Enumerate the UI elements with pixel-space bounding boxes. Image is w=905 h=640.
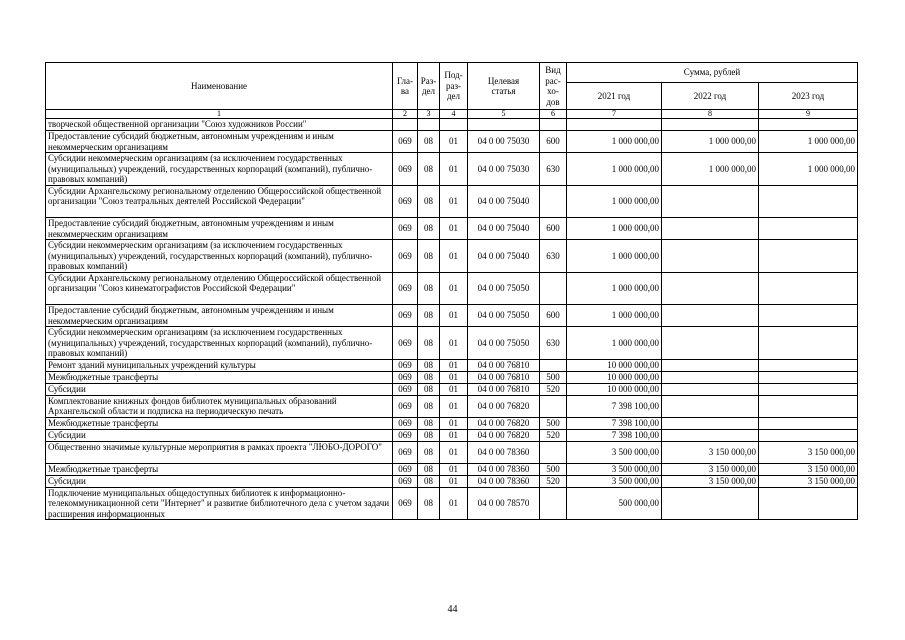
colnum: 2 <box>393 110 418 119</box>
row-podrazdel-cell: 01 <box>440 429 468 441</box>
row-razdel-cell: 08 <box>418 272 440 305</box>
header-razdel: Раз- дел <box>418 63 440 110</box>
row-sum-2022-cell: 3 150 000,00 <box>662 463 759 475</box>
row-target-cell: 04 0 00 75050 <box>468 327 540 360</box>
table-row <box>46 218 858 240</box>
row-podrazdel-cell: 01 <box>440 371 468 383</box>
row-razdel-cell: 08 <box>418 359 440 371</box>
row-target-cell: 04 0 00 75050 <box>468 272 540 305</box>
row-sum-2021-cell: 3 500 000,00 <box>567 463 662 475</box>
row-target-cell: 04 0 00 76810 <box>468 371 540 383</box>
table-row <box>46 441 858 463</box>
row-sum-2023-cell <box>759 240 858 273</box>
row-sum-2023-cell <box>759 119 858 131</box>
row-podrazdel-cell: 01 <box>440 395 468 417</box>
row-podrazdel-cell <box>440 119 468 131</box>
table-row <box>46 359 858 371</box>
row-sum-2021-cell: 1 000 000,00 <box>567 185 662 218</box>
row-glava-cell: 069 <box>393 429 418 441</box>
header-2022: 2022 год <box>662 83 759 110</box>
row-target-cell: 04 0 00 75030 <box>468 153 540 186</box>
row-sum-2023-cell <box>759 327 858 360</box>
row-vid-cell: 500 <box>540 463 567 475</box>
row-target-cell: 04 0 00 76820 <box>468 417 540 429</box>
row-target-cell: 04 0 00 76810 <box>468 359 540 371</box>
row-target-cell: 04 0 00 78360 <box>468 463 540 475</box>
row-sum-2022-cell <box>662 417 759 429</box>
row-target-cell: 04 0 00 78360 <box>468 475 540 487</box>
row-sum-2021-cell <box>567 119 662 131</box>
row-podrazdel-cell: 01 <box>440 185 468 218</box>
row-razdel-cell: 08 <box>418 441 440 463</box>
row-sum-2021-cell: 1 000 000,00 <box>567 153 662 186</box>
row-glava-cell: 069 <box>393 153 418 186</box>
row-target-cell: 04 0 00 76820 <box>468 429 540 441</box>
table-row <box>46 185 858 218</box>
row-glava-cell: 069 <box>393 305 418 327</box>
row-name-cell: Субсидии некоммерческим организациям (за исключением государственных (муниципальных) учреждений, государственных корпораций (компаний), публично-правовых компаний) <box>46 327 393 360</box>
row-target-cell: 04 0 00 75030 <box>468 131 540 153</box>
header-2021: 2021 год <box>567 83 662 110</box>
row-razdel-cell: 08 <box>418 475 440 487</box>
row-razdel-cell: 08 <box>418 487 440 520</box>
header-glava: Гла- ва <box>393 63 418 110</box>
row-razdel-cell: 08 <box>418 429 440 441</box>
row-target-cell <box>468 119 540 131</box>
row-sum-2022-cell <box>662 305 759 327</box>
row-name-cell: Подключение муниципальных общедоступных библиотек к информационно-телекоммуникационной сети "Интернет" и развитие библиотечного дела с учетом задачи расширения информационных <box>46 487 393 520</box>
row-vid-cell: 600 <box>540 305 567 327</box>
table-row <box>46 153 858 186</box>
row-name-cell: Ремонт зданий муниципальных учреждений культуры <box>46 359 393 371</box>
row-sum-2021-cell: 1 000 000,00 <box>567 327 662 360</box>
row-podrazdel-cell: 01 <box>440 272 468 305</box>
row-vid-cell: 520 <box>540 475 567 487</box>
row-razdel-cell: 08 <box>418 395 440 417</box>
row-glava-cell: 069 <box>393 359 418 371</box>
row-razdel-cell: 08 <box>418 327 440 360</box>
colnum: 8 <box>662 110 759 119</box>
budget-table <box>45 62 858 520</box>
row-sum-2023-cell <box>759 429 858 441</box>
row-sum-2021-cell: 3 500 000,00 <box>567 475 662 487</box>
row-vid-cell: 630 <box>540 327 567 360</box>
row-podrazdel-cell: 01 <box>440 487 468 520</box>
table-row <box>46 463 858 475</box>
row-sum-2023-cell <box>759 371 858 383</box>
row-sum-2022-cell <box>662 327 759 360</box>
colnum: 1 <box>46 110 393 119</box>
row-sum-2023-cell: 3 150 000,00 <box>759 475 858 487</box>
row-sum-2022-cell <box>662 371 759 383</box>
row-glava-cell: 069 <box>393 185 418 218</box>
table-row <box>46 272 858 305</box>
row-name-cell: Субсидии Архангельскому региональному отделению Общероссийской общественной организации "Союз кинематографистов Российской Федерации" <box>46 272 393 305</box>
row-sum-2021-cell: 7 398 100,00 <box>567 417 662 429</box>
table-row <box>46 417 858 429</box>
row-glava-cell: 069 <box>393 475 418 487</box>
row-name-cell: Предоставление субсидий бюджетным, автономным учреждениям и иным некоммерческим организациям <box>46 131 393 153</box>
row-sum-2022-cell <box>662 185 759 218</box>
row-razdel-cell: 08 <box>418 185 440 218</box>
row-name-cell: Субсидии некоммерческим организациям (за исключением государственных (муниципальных) учреждений, государственных корпораций (компаний), публично-правовых компаний) <box>46 153 393 186</box>
header-2023: 2023 год <box>759 83 858 110</box>
row-podrazdel-cell: 01 <box>440 475 468 487</box>
row-podrazdel-cell: 01 <box>440 359 468 371</box>
row-sum-2021-cell: 10 000 000,00 <box>567 359 662 371</box>
row-vid-cell <box>540 119 567 131</box>
row-name-cell: Межбюджетные трансферты <box>46 417 393 429</box>
row-podrazdel-cell: 01 <box>440 218 468 240</box>
colnum: 7 <box>567 110 662 119</box>
row-podrazdel-cell: 01 <box>440 305 468 327</box>
row-sum-2021-cell: 1 000 000,00 <box>567 272 662 305</box>
row-sum-2023-cell <box>759 487 858 520</box>
table-row <box>46 371 858 383</box>
row-name-cell: Субсидии некоммерческим организациям (за исключением государственных (муниципальных) учреждений, государственных корпораций (компаний), публично-правовых компаний) <box>46 240 393 273</box>
row-podrazdel-cell: 01 <box>440 417 468 429</box>
row-vid-cell <box>540 395 567 417</box>
row-target-cell: 04 0 00 75040 <box>468 185 540 218</box>
row-name-cell: Межбюджетные трансферты <box>46 371 393 383</box>
header-sum: Сумма, рублей <box>567 63 858 83</box>
row-podrazdel-cell: 01 <box>440 131 468 153</box>
row-razdel-cell <box>418 119 440 131</box>
row-sum-2023-cell: 1 000 000,00 <box>759 153 858 186</box>
header-vid: Вид рас- хо- дов <box>540 63 567 110</box>
row-target-cell: 04 0 00 75040 <box>468 218 540 240</box>
table-row <box>46 305 858 327</box>
table-row <box>46 240 858 273</box>
row-name-cell: Субсидии <box>46 475 393 487</box>
row-sum-2021-cell: 7 398 100,00 <box>567 429 662 441</box>
row-vid-cell: 600 <box>540 131 567 153</box>
table-row <box>46 327 858 360</box>
row-vid-cell <box>540 359 567 371</box>
row-razdel-cell: 08 <box>418 240 440 273</box>
row-sum-2021-cell: 1 000 000,00 <box>567 305 662 327</box>
row-sum-2023-cell <box>759 272 858 305</box>
row-sum-2023-cell <box>759 383 858 395</box>
row-vid-cell: 600 <box>540 218 567 240</box>
row-glava-cell: 069 <box>393 327 418 360</box>
row-sum-2021-cell: 10 000 000,00 <box>567 371 662 383</box>
table-row <box>46 487 858 520</box>
table-row <box>46 429 858 441</box>
header-target: Целевая статья <box>468 63 540 110</box>
row-target-cell: 04 0 00 78360 <box>468 441 540 463</box>
row-glava-cell: 069 <box>393 441 418 463</box>
row-sum-2021-cell: 10 000 000,00 <box>567 383 662 395</box>
row-sum-2022-cell <box>662 240 759 273</box>
row-sum-2022-cell <box>662 383 759 395</box>
row-sum-2023-cell: 3 150 000,00 <box>759 463 858 475</box>
colnum: 6 <box>540 110 567 119</box>
row-sum-2022-cell <box>662 487 759 520</box>
table-row <box>46 475 858 487</box>
row-name-cell: Субсидии <box>46 429 393 441</box>
row-podrazdel-cell: 01 <box>440 327 468 360</box>
row-vid-cell: 520 <box>540 383 567 395</box>
table-row <box>46 131 858 153</box>
row-vid-cell <box>540 487 567 520</box>
row-razdel-cell: 08 <box>418 417 440 429</box>
row-target-cell: 04 0 00 78570 <box>468 487 540 520</box>
row-vid-cell: 500 <box>540 417 567 429</box>
row-razdel-cell: 08 <box>418 305 440 327</box>
row-glava-cell: 069 <box>393 383 418 395</box>
row-sum-2022-cell <box>662 218 759 240</box>
row-glava-cell: 069 <box>393 487 418 520</box>
row-vid-cell: 500 <box>540 371 567 383</box>
row-sum-2023-cell <box>759 305 858 327</box>
row-sum-2021-cell: 500 000,00 <box>567 487 662 520</box>
table-header <box>46 63 858 119</box>
row-name-cell: Субсидии Архангельскому региональному отделению Общероссийской общественной организации "Союз театральных деятелей Российской Федерации" <box>46 185 393 218</box>
row-podrazdel-cell: 01 <box>440 383 468 395</box>
row-name-cell: Субсидии <box>46 383 393 395</box>
row-glava-cell: 069 <box>393 272 418 305</box>
row-podrazdel-cell: 01 <box>440 441 468 463</box>
row-sum-2022-cell <box>662 395 759 417</box>
row-podrazdel-cell: 01 <box>440 240 468 273</box>
row-sum-2023-cell <box>759 395 858 417</box>
row-target-cell: 04 0 00 75040 <box>468 240 540 273</box>
row-sum-2023-cell <box>759 185 858 218</box>
row-sum-2023-cell: 1 000 000,00 <box>759 131 858 153</box>
row-podrazdel-cell: 01 <box>440 463 468 475</box>
header-podrazdel: Под- раз- дел <box>440 63 468 110</box>
colnum: 4 <box>440 110 468 119</box>
row-sum-2021-cell: 1 000 000,00 <box>567 131 662 153</box>
row-name-cell: Предоставление субсидий бюджетным, автономным учреждениям и иным некоммерческим организациям <box>46 305 393 327</box>
row-podrazdel-cell: 01 <box>440 153 468 186</box>
row-sum-2021-cell: 1 000 000,00 <box>567 240 662 273</box>
row-sum-2022-cell <box>662 272 759 305</box>
row-sum-2022-cell: 3 150 000,00 <box>662 475 759 487</box>
row-vid-cell <box>540 272 567 305</box>
row-glava-cell: 069 <box>393 131 418 153</box>
row-glava-cell: 069 <box>393 218 418 240</box>
row-razdel-cell: 08 <box>418 383 440 395</box>
table-row <box>46 119 858 131</box>
row-vid-cell: 630 <box>540 240 567 273</box>
colnum: 9 <box>759 110 858 119</box>
row-name-cell: Предоставление субсидий бюджетным, автономным учреждениям и иным некоммерческим организациям <box>46 218 393 240</box>
row-name-cell: Общественно значимые культурные мероприятия в рамках проекта "ЛЮБО-ДОРОГО" <box>46 441 393 463</box>
page-number: 44 <box>447 604 458 615</box>
column-numbers-row <box>46 110 858 119</box>
row-sum-2021-cell: 7 398 100,00 <box>567 395 662 417</box>
row-glava-cell: 069 <box>393 463 418 475</box>
row-target-cell: 04 0 00 76810 <box>468 383 540 395</box>
row-vid-cell: 630 <box>540 153 567 186</box>
row-sum-2021-cell: 3 500 000,00 <box>567 441 662 463</box>
row-glava-cell: 069 <box>393 395 418 417</box>
row-sum-2023-cell <box>759 218 858 240</box>
row-sum-2022-cell: 1 000 000,00 <box>662 131 759 153</box>
row-sum-2022-cell <box>662 119 759 131</box>
row-razdel-cell: 08 <box>418 371 440 383</box>
row-sum-2022-cell: 1 000 000,00 <box>662 153 759 186</box>
table-row <box>46 383 858 395</box>
row-vid-cell <box>540 185 567 218</box>
row-sum-2022-cell <box>662 429 759 441</box>
row-razdel-cell: 08 <box>418 463 440 475</box>
row-razdel-cell: 08 <box>418 131 440 153</box>
row-glava-cell <box>393 119 418 131</box>
row-sum-2022-cell <box>662 359 759 371</box>
row-sum-2023-cell <box>759 359 858 371</box>
row-sum-2023-cell <box>759 417 858 429</box>
row-target-cell: 04 0 00 76820 <box>468 395 540 417</box>
row-sum-2023-cell: 3 150 000,00 <box>759 441 858 463</box>
row-vid-cell: 520 <box>540 429 567 441</box>
colnum: 5 <box>468 110 540 119</box>
row-vid-cell <box>540 441 567 463</box>
table-body <box>46 119 858 520</box>
row-name-cell: Комплектование книжных фондов библиотек муниципальных образований Архангельской области и подписка на периодическую печать <box>46 395 393 417</box>
row-glava-cell: 069 <box>393 240 418 273</box>
row-glava-cell: 069 <box>393 371 418 383</box>
row-sum-2022-cell: 3 150 000,00 <box>662 441 759 463</box>
row-target-cell: 04 0 00 75050 <box>468 305 540 327</box>
row-razdel-cell: 08 <box>418 153 440 186</box>
row-name-cell: Межбюджетные трансферты <box>46 463 393 475</box>
row-glava-cell: 069 <box>393 417 418 429</box>
row-name-cell: творческой общественной организации "Союз художников России" <box>46 119 393 131</box>
table-row <box>46 395 858 417</box>
header-name: Наименование <box>46 63 393 110</box>
colnum: 3 <box>418 110 440 119</box>
row-razdel-cell: 08 <box>418 218 440 240</box>
row-sum-2021-cell: 1 000 000,00 <box>567 218 662 240</box>
